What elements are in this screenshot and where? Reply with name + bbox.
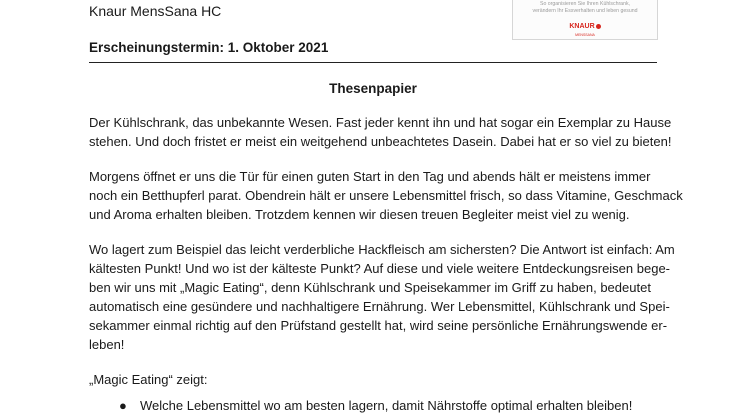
bullet-icon: ●: [119, 398, 127, 413]
cover-subtitle: [513, 0, 657, 15]
text-line: und Aroma erhalten bleiben. Trotzdem kennen wir diesen treuen Begleiter meist viel zu wenig.: [89, 207, 630, 222]
text-line: leben!: [89, 337, 125, 352]
paragraph-intro: [89, 113, 672, 151]
text-line: „Magic Eating“ zeigt:: [89, 372, 208, 387]
text-line: stehen. Und doch fristet er meist ein weitgehend unbeachtetes Dasein. Dabei hat er so viel zu bieten!: [89, 134, 672, 149]
text-line: ben wir uns mit „Magic Eating“, denn Kühlschrank und Speisekammer im Griff zu haben, bedeutet: [89, 280, 651, 295]
book-cover-thumbnail: [512, 0, 658, 40]
text-line: kältesten Punkt! Und wo ist der kälteste Punkt? Auf diese und viele weitere Entdeckungsreisen bege-: [89, 261, 671, 276]
text-line: Der Kühlschrank, das unbekannte Wesen. Fast jeder kennt ihn und hat sogar ein Exemplar zu Hause: [89, 115, 672, 130]
text-line: automatisch eine gesündere und nachhaltigere Ernährung. Wer Lebensmittel, Kühlschrank und Spei-: [89, 299, 670, 314]
logo-dot-icon: [596, 24, 601, 29]
text-line: Wo lagert zum Beispiel das leicht verderbliche Hackfleisch am sichersten? Die Antwort ist einfach: Am: [89, 242, 675, 257]
knaur-logo-sub: MENSSANA: [575, 33, 595, 37]
release-date: Erscheinungstermin: 1. Oktober 2021: [89, 40, 329, 55]
paragraph-morning: [89, 167, 683, 224]
page-title: Thesenpapier: [329, 81, 417, 96]
knaur-logo-text: KNAUR: [569, 23, 595, 30]
text-line: sekammer einmal richtig auf den Prüfstand gestellt hat, wird seine persönliche Ernährungswende er-: [89, 318, 668, 333]
knaur-logo: [569, 23, 600, 30]
cover-subtitle-line: verändern Ihr Essverhalten und leben gesund: [532, 8, 638, 14]
paragraph-shows: [89, 370, 657, 389]
text-line: noch ein Betthupferl parat. Obendrein hält er unsere Lebensmittel frisch, so dass Vitamine, Geschmack: [89, 188, 683, 203]
text-line: Morgens öffnet er uns die Tür für einen guten Start in den Tag und abends hält er meistens immer: [89, 169, 651, 184]
header-divider: [89, 62, 657, 63]
publisher-line: Knaur MensSana HC: [89, 3, 222, 19]
paragraph-storage: [89, 240, 675, 354]
cover-subtitle-line: So organisieren Sie Ihren Kühlschrank,: [540, 1, 630, 7]
list-item-text: Welche Lebensmittel wo am besten lagern, damit Nährstoffe optimal erhalten bleiben!: [140, 398, 633, 413]
